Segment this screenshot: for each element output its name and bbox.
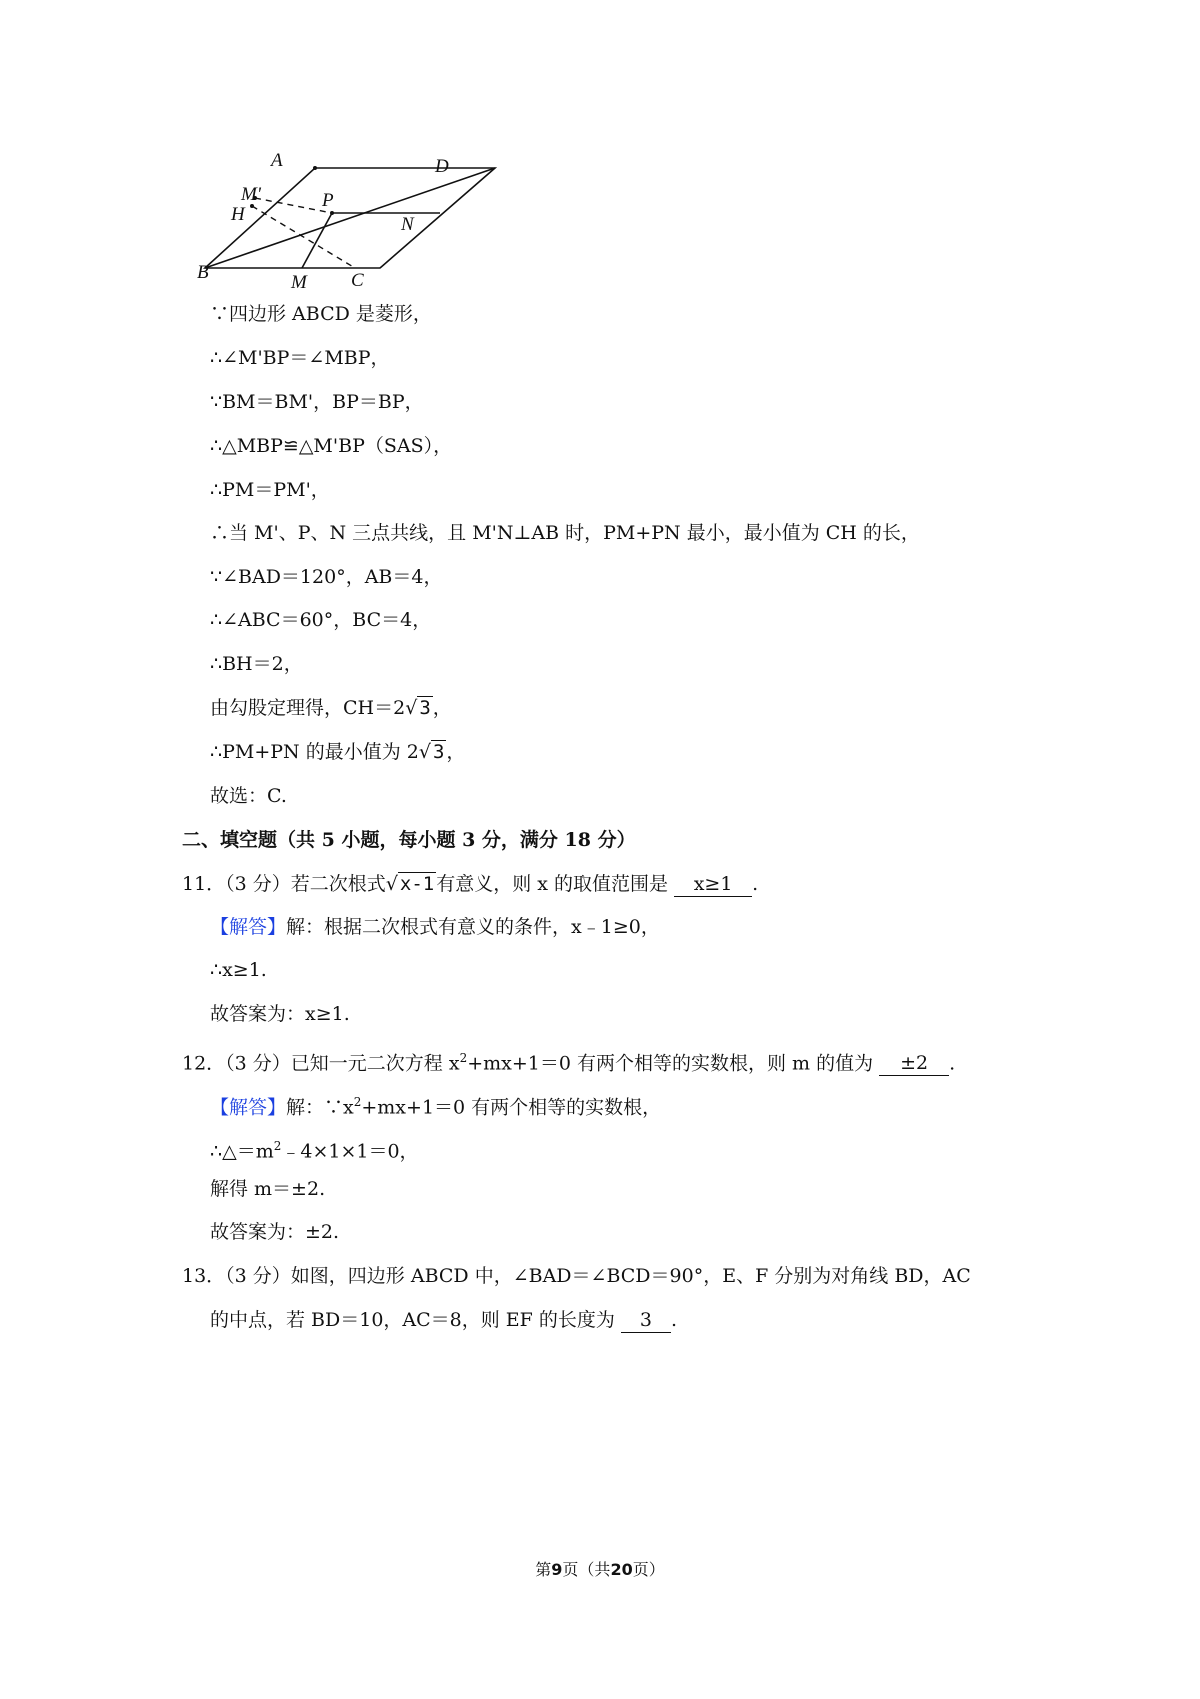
choice-line: 故选：C. bbox=[210, 785, 287, 807]
solution-line: ∵四边形 ABCD 是菱形， bbox=[210, 303, 432, 325]
solution-line: ∴PM＝PM'， bbox=[210, 479, 330, 501]
dashed-h-c bbox=[252, 206, 355, 268]
segment-pm bbox=[302, 213, 332, 268]
q12-solution: 【解答】解：$\because x^2+mx+1=0$ 有两个相等的实数根， bbox=[210, 1095, 662, 1119]
label-p: P bbox=[322, 190, 334, 211]
question-13-cont: 的中点，若 BD＝10，AC＝8，则 EF 的长度为 3 . bbox=[210, 1309, 677, 1331]
diagonal-bd bbox=[205, 168, 495, 268]
q12-line4: 故答案为：±2. bbox=[210, 1221, 340, 1243]
dashed-mprime-p bbox=[255, 198, 332, 213]
solution-line: ∴BH＝2， bbox=[210, 653, 303, 675]
sqrt-symbol: √ 3 bbox=[405, 697, 431, 719]
label-h: H bbox=[231, 204, 245, 225]
label-m-prime: M' bbox=[241, 184, 261, 205]
min-value-line: ∴PM+PN 的最小值为 2√ 3 ， bbox=[210, 741, 466, 763]
pythagoras-line: 由勾股定理得，CH＝2√ 3 ， bbox=[210, 697, 452, 719]
q12-line3: 解得 m＝±2. bbox=[210, 1178, 326, 1200]
solution-line: ∴△MBP≌△M'BP（SAS）， bbox=[210, 435, 453, 457]
q12-line2: $\therefore\triangle=m^2﹣4\times 1\times 1=0$， bbox=[210, 1139, 419, 1163]
section-heading: 二、填空题（共 5 小题，每小题 3 分，满分 18 分） bbox=[182, 829, 636, 851]
solution-tag: 【解答】 bbox=[210, 1096, 287, 1119]
rhombus-figure bbox=[197, 150, 505, 320]
solution-line: ∴∠M'BP＝∠MBP， bbox=[210, 347, 390, 369]
q11-line2: ∴x≥1. bbox=[210, 959, 267, 981]
label-a: A bbox=[271, 150, 283, 171]
q11-line3: 故答案为：x≥1. bbox=[210, 1003, 350, 1025]
sqrt-symbol: √ x-1 bbox=[385, 873, 435, 895]
answer-blank: 3 bbox=[621, 1308, 671, 1333]
question-12: 12．（3 分）已知一元二次方程 $x^2+mx+1=0$ 有两个相等的实数根，则 m 的值为 ±2 . bbox=[182, 1051, 956, 1075]
label-m: M bbox=[291, 272, 307, 293]
rhombus-diagram bbox=[197, 150, 505, 320]
solution-line: ∴当 M'、P、N 三点共线，且 M'N⊥AB 时，PM+PN 最小，最小值为 CH 的长， bbox=[210, 522, 920, 544]
label-b: B bbox=[197, 262, 209, 283]
solution-line: ∵∠BAD＝120°，AB＝4， bbox=[210, 566, 443, 588]
label-c: C bbox=[351, 270, 364, 291]
page-footer: 第9页（共20页） bbox=[535, 1560, 665, 1579]
solution-line: ∵BM＝BM'，BP＝BP， bbox=[210, 391, 424, 413]
answer-blank: x≥1 bbox=[674, 872, 752, 897]
label-d: D bbox=[435, 156, 449, 177]
solution-tag: 【解答】 bbox=[210, 916, 287, 938]
sqrt-symbol: √ 3 bbox=[418, 741, 445, 763]
question-11: 11．（3 分）若二次根式√ x-1 有意义，则 x 的取值范围是 x≥1 . bbox=[182, 873, 759, 895]
answer-blank: ±2 bbox=[879, 1051, 949, 1076]
question-13: 13．（3 分）如图，四边形 ABCD 中，∠BAD＝∠BCD＝90°，E、F 分别为对角线 BD，AC bbox=[182, 1265, 971, 1287]
solution-line: ∴∠ABC＝60°，BC＝4， bbox=[210, 609, 432, 631]
q11-solution: 【解答】解：根据二次根式有意义的条件，x﹣1≥0， bbox=[210, 916, 660, 938]
label-n: N bbox=[401, 214, 414, 235]
